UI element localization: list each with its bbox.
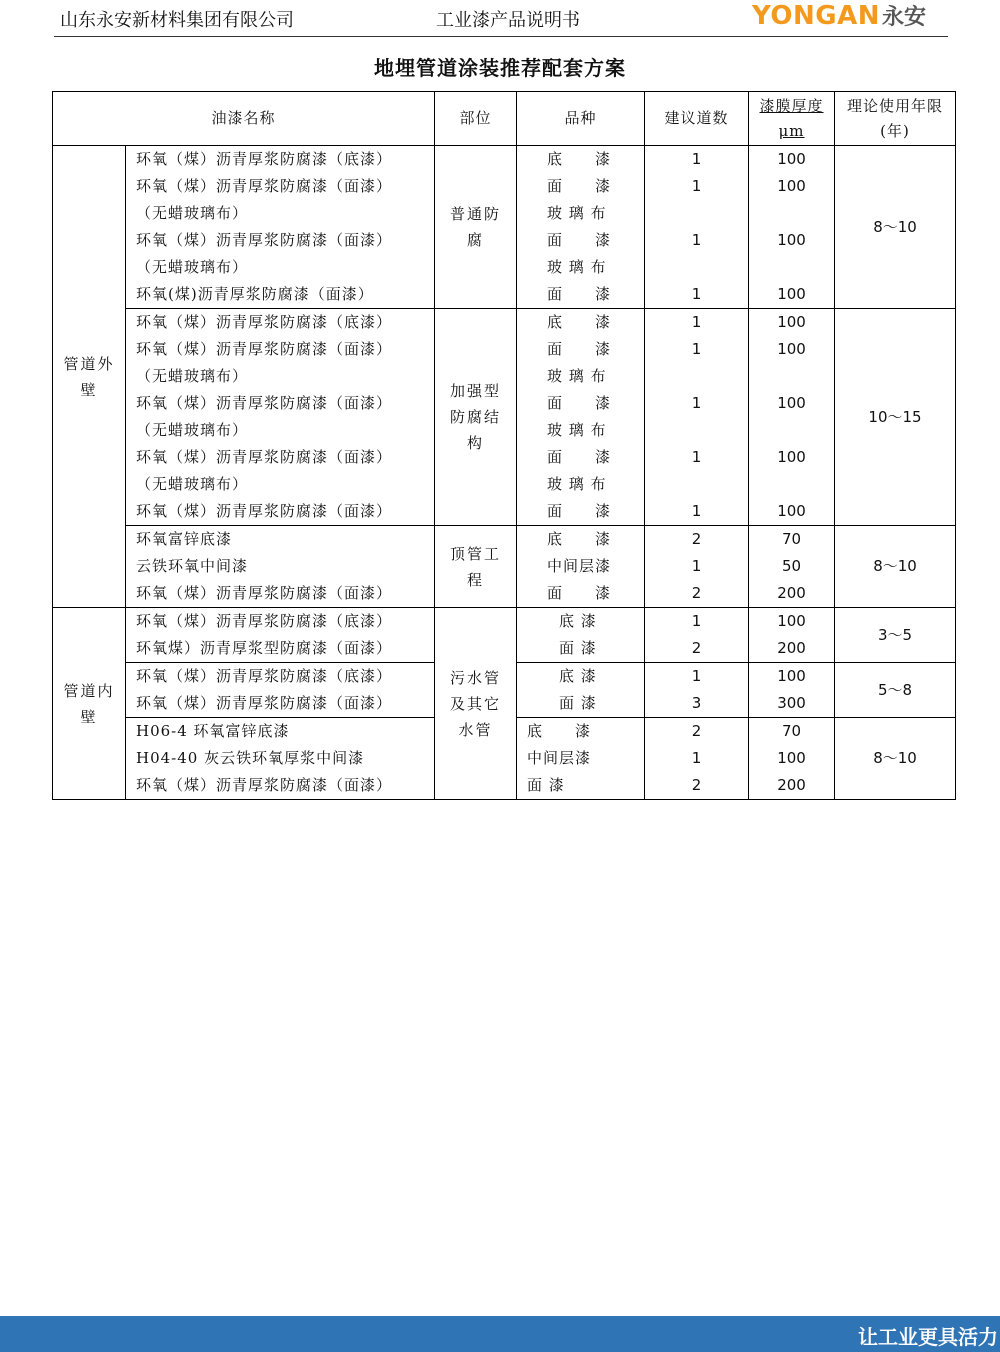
variety: 面 漆 xyxy=(517,173,645,200)
paint-name: 环氧（煤）沥青厚浆防腐漆（底漆） xyxy=(126,663,435,691)
thickness xyxy=(749,254,835,281)
position-g4: 污水管及其它水管 xyxy=(435,608,517,800)
footer-slogan: 让工业更具活力 xyxy=(858,1325,998,1349)
thickness: 70 xyxy=(749,526,835,554)
coats: 1 xyxy=(645,444,749,471)
thickness: 100 xyxy=(749,173,835,200)
coats: 1 xyxy=(645,281,749,309)
coats: 1 xyxy=(645,498,749,526)
variety: 底 漆 xyxy=(517,608,645,636)
paint-name: （无蜡玻璃布） xyxy=(126,254,435,281)
page-header xyxy=(0,0,1000,38)
paint-name: 环氧（煤）沥青厚浆防腐漆（面漆） xyxy=(126,498,435,526)
variety: 玻 璃 布 xyxy=(517,363,645,390)
variety: 玻 璃 布 xyxy=(517,471,645,498)
coats xyxy=(645,417,749,444)
variety: 中间层漆 xyxy=(517,553,645,580)
thickness xyxy=(749,200,835,227)
thickness xyxy=(749,471,835,498)
thickness: 100 xyxy=(749,608,835,636)
position-g2: 加强型防腐结构 xyxy=(435,309,517,526)
variety: 底 漆 xyxy=(517,309,645,337)
thickness: 100 xyxy=(749,444,835,471)
paint-name: 环氧（煤）沥青厚浆防腐漆（面漆） xyxy=(126,173,435,200)
variety: 面 漆 xyxy=(517,772,645,800)
thickness: 200 xyxy=(749,635,835,663)
thickness: 300 xyxy=(749,690,835,718)
paint-name: 环氧（煤）沥青厚浆防腐漆（底漆） xyxy=(126,608,435,636)
coats: 3 xyxy=(645,690,749,718)
table-row xyxy=(53,309,956,337)
thickness: 200 xyxy=(749,772,835,800)
coats: 1 xyxy=(645,390,749,417)
variety: 底 漆 xyxy=(517,146,645,174)
variety: 底 漆 xyxy=(517,718,645,746)
header-divider xyxy=(54,36,948,37)
table-row xyxy=(53,526,956,554)
paint-name: （无蜡玻璃布） xyxy=(126,471,435,498)
coats: 1 xyxy=(645,663,749,691)
coats xyxy=(645,200,749,227)
coats: 1 xyxy=(645,336,749,363)
position-g3: 顶管工程 xyxy=(435,526,517,608)
variety: 玻 璃 布 xyxy=(517,254,645,281)
variety: 面 漆 xyxy=(517,580,645,608)
coats: 1 xyxy=(645,745,749,772)
variety: 面 漆 xyxy=(517,227,645,254)
paint-name: 环氧（煤）沥青厚浆防腐漆（面漆） xyxy=(126,227,435,254)
position-g1: 普通防腐 xyxy=(435,146,517,309)
thickness: 50 xyxy=(749,553,835,580)
coats: 1 xyxy=(645,146,749,174)
coats: 1 xyxy=(645,608,749,636)
table-row xyxy=(53,608,956,636)
brand-logo xyxy=(752,0,926,31)
coating-scheme-table xyxy=(52,91,956,800)
paint-name: （无蜡玻璃布） xyxy=(126,200,435,227)
variety: 面 漆 xyxy=(517,444,645,471)
coats: 2 xyxy=(645,526,749,554)
paint-name: 云铁环氧中间漆 xyxy=(126,553,435,580)
thickness: 70 xyxy=(749,718,835,746)
paint-name: 环氧（煤）沥青厚浆防腐漆（面漆） xyxy=(126,444,435,471)
page-title: 地埋管道涂装推荐配套方案 xyxy=(374,56,626,80)
coats: 1 xyxy=(645,227,749,254)
thickness xyxy=(749,417,835,444)
paint-name: 环氧（煤）沥青厚浆防腐漆（面漆） xyxy=(126,690,435,718)
service-life-g4a: 3～5 xyxy=(835,608,956,663)
paint-name: 环氧煤）沥青厚浆型防腐漆（面漆） xyxy=(126,635,435,663)
variety: 面 漆 xyxy=(517,390,645,417)
paint-name: 环氧（煤）沥青厚浆防腐漆（面漆） xyxy=(126,336,435,363)
company-name: 山东永安新材料集团有限公司 xyxy=(60,10,294,31)
paint-name: 环氧富锌底漆 xyxy=(126,526,435,554)
thickness: 100 xyxy=(749,745,835,772)
thickness: 100 xyxy=(749,146,835,174)
paint-name: 环氧（煤）沥青厚浆防腐漆（面漆） xyxy=(126,772,435,800)
thickness: 100 xyxy=(749,498,835,526)
table-row xyxy=(53,146,956,174)
header-paint-name: 油漆名称 xyxy=(53,92,435,146)
variety: 面 漆 xyxy=(517,336,645,363)
service-life-g3: 8～10 xyxy=(835,526,956,608)
thickness: 100 xyxy=(749,281,835,309)
paint-name: 环氧(煤)沥青厚浆防腐漆（面漆） xyxy=(126,281,435,309)
section-inner-wall: 管道内壁 xyxy=(53,608,126,800)
paint-name: 环氧（煤）沥青厚浆防腐漆（面漆） xyxy=(126,390,435,417)
paint-name: （无蜡玻璃布） xyxy=(126,363,435,390)
thickness: 100 xyxy=(749,390,835,417)
thickness: 100 xyxy=(749,227,835,254)
coats: 2 xyxy=(645,580,749,608)
section-outer-wall: 管道外壁 xyxy=(53,146,126,608)
paint-name: 环氧（煤）沥青厚浆防腐漆（底漆） xyxy=(126,309,435,337)
header-thickness: 漆膜厚度 μm xyxy=(749,92,835,146)
document-title: 工业漆产品说明书 xyxy=(436,10,580,31)
variety: 面 漆 xyxy=(517,281,645,309)
logo-text-en: YONGAN xyxy=(752,1,880,31)
coats: 2 xyxy=(645,635,749,663)
thickness xyxy=(749,363,835,390)
thickness: 200 xyxy=(749,580,835,608)
header-service-life: 理论使用年限(年) xyxy=(835,92,956,146)
variety: 玻 璃 布 xyxy=(517,200,645,227)
coats xyxy=(645,363,749,390)
variety: 面 漆 xyxy=(517,498,645,526)
paint-name: H06-4 环氧富锌底漆 xyxy=(126,718,435,746)
header-coats: 建议道数 xyxy=(645,92,749,146)
header-variety: 品种 xyxy=(517,92,645,146)
variety: 面 漆 xyxy=(517,690,645,718)
coats: 1 xyxy=(645,553,749,580)
paint-name: H04-40 灰云铁环氧厚浆中间漆 xyxy=(126,745,435,772)
service-life-g1: 8～10 xyxy=(835,146,956,309)
coats: 2 xyxy=(645,718,749,746)
paint-name: 环氧（煤）沥青厚浆防腐漆（底漆） xyxy=(126,146,435,174)
coats xyxy=(645,254,749,281)
coats: 2 xyxy=(645,772,749,800)
paint-name: （无蜡玻璃布） xyxy=(126,417,435,444)
variety: 底 漆 xyxy=(517,526,645,554)
thickness: 100 xyxy=(749,336,835,363)
paint-name: 环氧（煤）沥青厚浆防腐漆（面漆） xyxy=(126,580,435,608)
thickness: 100 xyxy=(749,309,835,337)
logo-text-cn: 永安 xyxy=(882,5,927,30)
variety: 中间层漆 xyxy=(517,745,645,772)
coats: 1 xyxy=(645,309,749,337)
coats: 1 xyxy=(645,173,749,200)
variety: 面 漆 xyxy=(517,635,645,663)
variety: 玻 璃 布 xyxy=(517,417,645,444)
footer-bar xyxy=(0,1316,1000,1352)
service-life-g4b: 5～8 xyxy=(835,663,956,718)
table-header-row xyxy=(53,92,956,146)
thickness: 100 xyxy=(749,663,835,691)
variety: 底 漆 xyxy=(517,663,645,691)
service-life-g2: 10～15 xyxy=(835,309,956,526)
coats xyxy=(645,471,749,498)
service-life-g4c: 8～10 xyxy=(835,718,956,800)
header-position: 部位 xyxy=(435,92,517,146)
